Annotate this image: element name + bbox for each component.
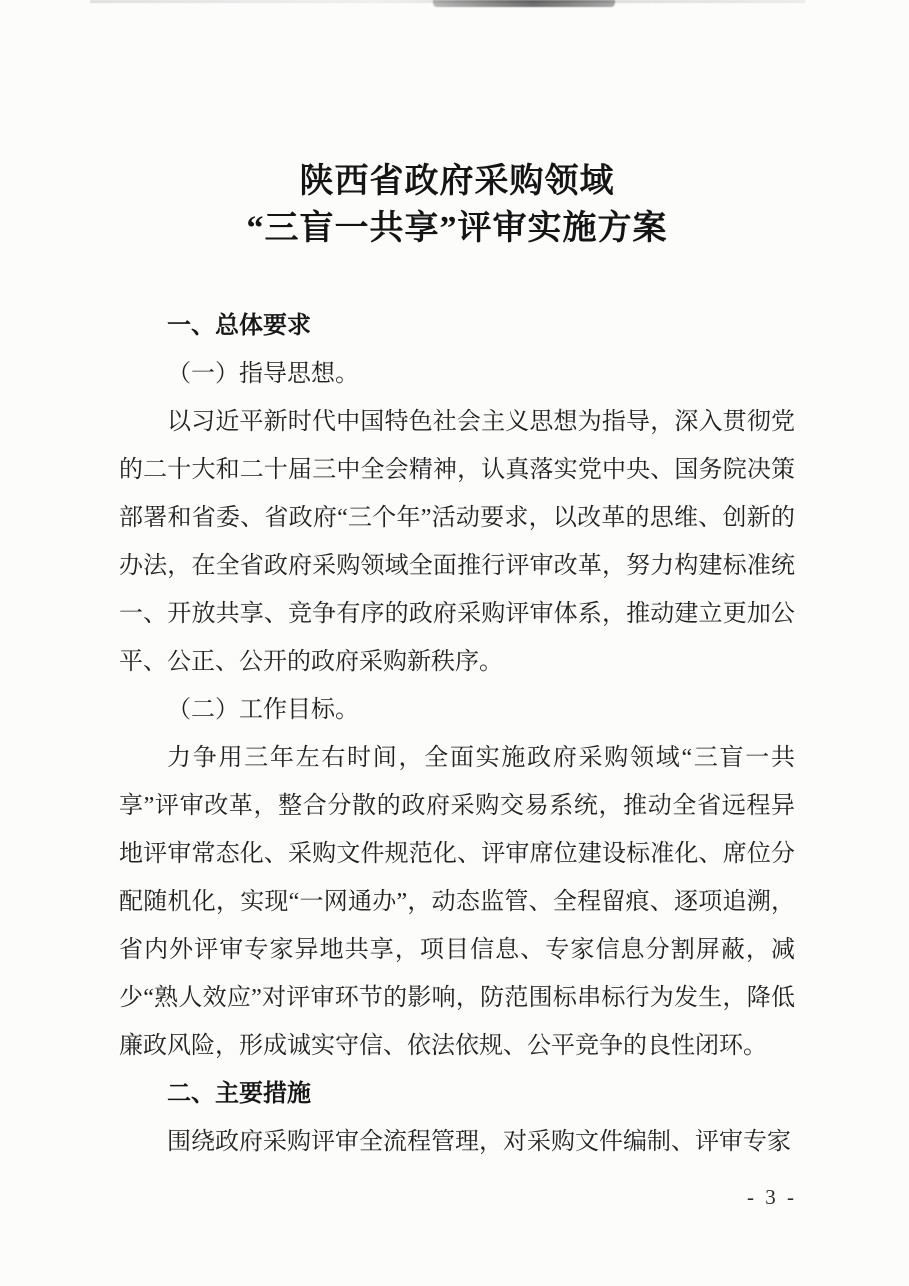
document-title-line-1: 陕西省政府采购领域 <box>299 163 615 200</box>
scan-artifact-smudge <box>433 0 615 7</box>
document-body <box>119 158 795 1166</box>
section-heading-main-measures: 二、主要措施 <box>167 1080 311 1107</box>
paragraph-guiding-ideology: 以习近平新时代中国特色社会主义思想为指导，深入贯彻党的二十大和二十届三中全会精神，认真落实党中央、国务院决策部署和省委、省政府“三个年”活动要求，以改革的思维、创新的办法，在全省政府采购领域全面推行评审改革，努力构建标准统一、开放共享、竞争有序的政府采购评审体系，推动建立更加公平、公正、公开的政府采购新秩序。 <box>119 409 795 675</box>
paragraph-main-measures-intro: 围绕政府采购评审全流程管理，对采购文件编制、评审专家 <box>167 1129 791 1155</box>
subsection-heading-work-goals: （二）工作目标。 <box>167 697 359 723</box>
document-title <box>119 158 795 252</box>
page-number: - 3 - <box>747 1185 797 1209</box>
section-heading-overall-requirements: 一、总体要求 <box>167 312 311 339</box>
subsection-heading-guiding-ideology: （一）指导思想。 <box>167 361 359 387</box>
document-title-line-2: “三盲一共享”评审实施方案 <box>246 210 668 247</box>
scan-artifact-streak <box>90 0 805 3</box>
paragraph-work-goals: 力争用三年左右时间，全面实施政府采购领域“三盲一共享”评审改革，整合分散的政府采购交易系统，推动全省远程异地评审常态化、采购文件规范化、评审席位建设标准化、席位分配随机化，实现“一网通办”，动态监管、全程留痕、逐项追溯，省内外评审专家异地共享，项目信息、专家信息分割屏蔽，减少“熟人效应”对评审环节的影响，防范围标串标行为发生，降低廉政风险，形成诚实守信、依法依规、公平竞争的良性闭环。 <box>119 745 795 1059</box>
